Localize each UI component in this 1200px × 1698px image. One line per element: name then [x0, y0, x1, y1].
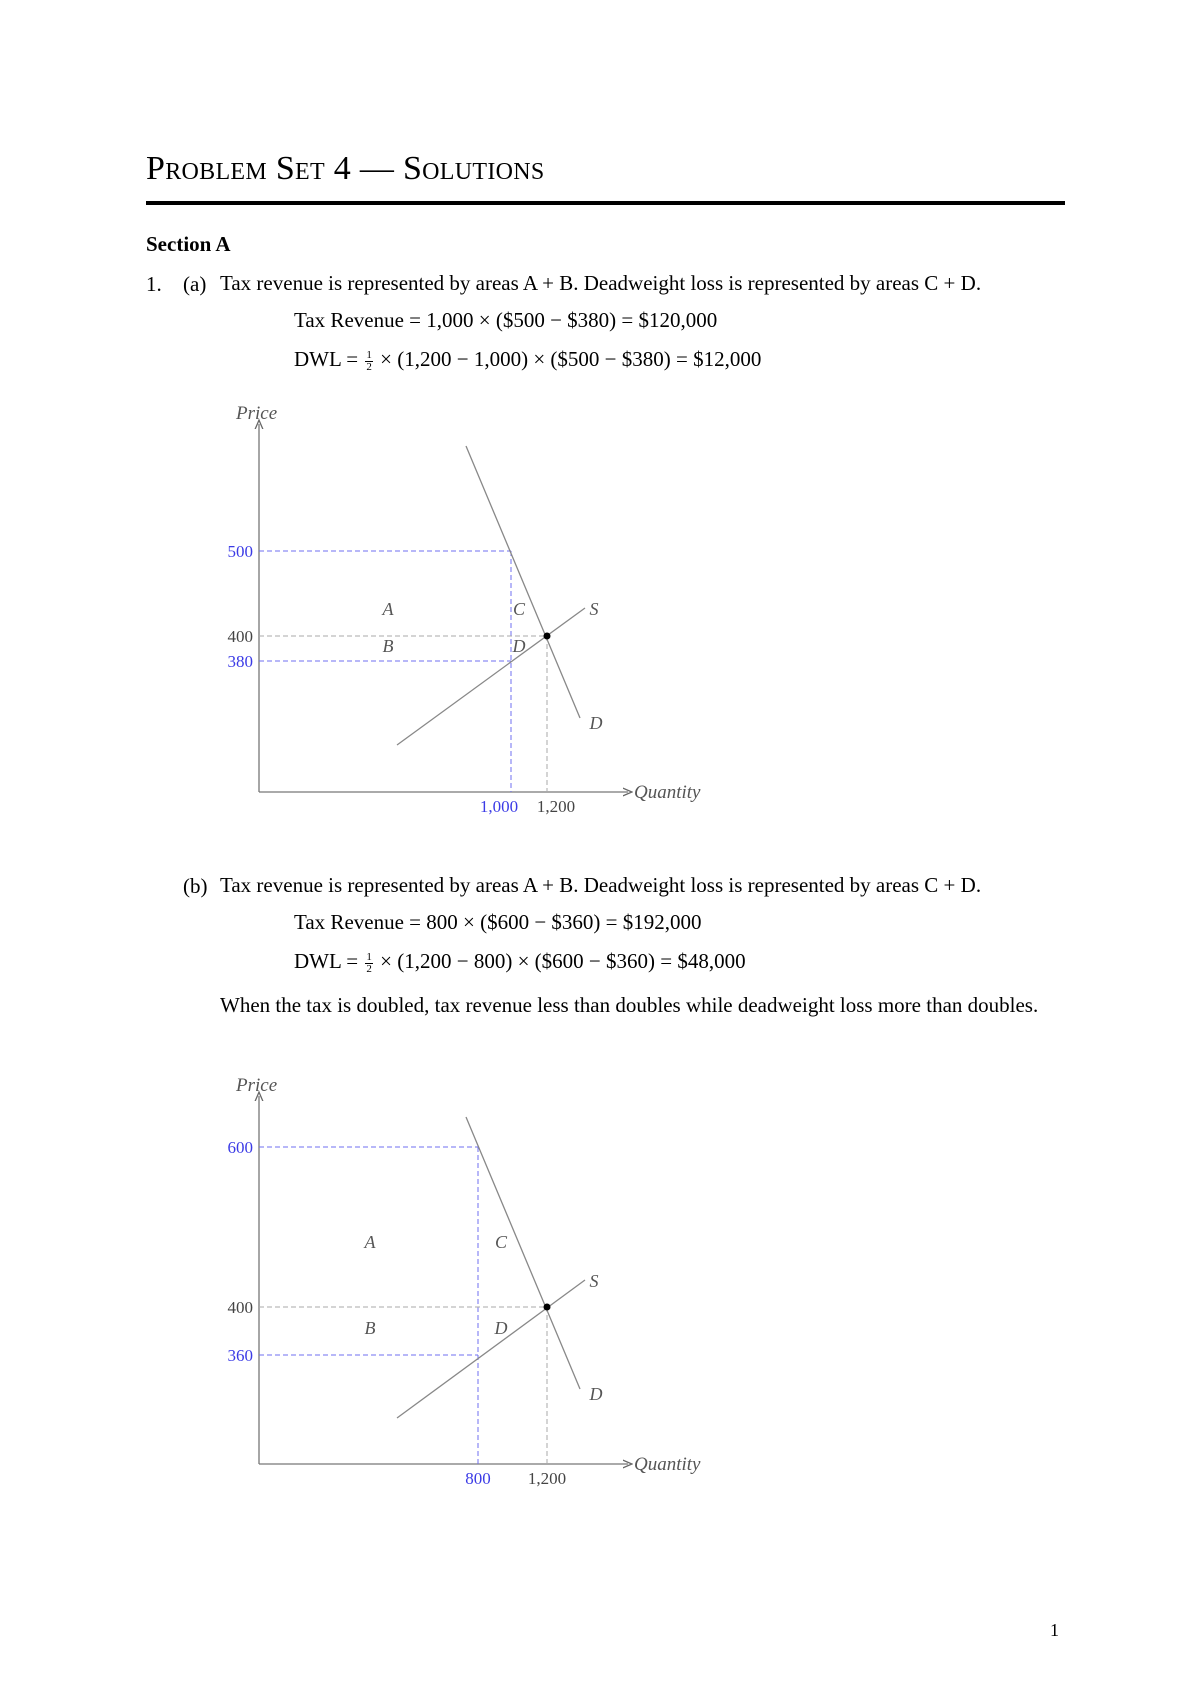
part-b-label: (b) [183, 874, 208, 898]
part-b-text: Tax revenue is represented by areas A + B. Deadweight loss is represented by areas C + D. [220, 873, 982, 897]
x-tick-800: 800 [465, 1469, 491, 1488]
part-b-conclusion: When the tax is doubled, tax revenue less than doubles while deadweight loss more than doubles. [220, 993, 1039, 1017]
dwl-prefix: DWL = [294, 949, 359, 973]
page-number: 1 [1050, 1620, 1059, 1640]
region-d-label: D [512, 636, 526, 656]
supply-curve-label: S [589, 599, 599, 619]
part-b-revenue-equation: Tax Revenue = 800 × ($600 − $360) = $192,000 [294, 910, 702, 934]
x-tick-1200: 1,200 [536, 797, 576, 816]
y-tick-400: 400 [227, 627, 253, 646]
x-axis-title: Quantity [634, 1454, 701, 1475]
region-b-label: B [382, 636, 394, 656]
y-tick-400: 400 [227, 1298, 253, 1317]
dwl-rest: × (1,200 − 1,000) × ($500 − $380) = $12,000 [380, 347, 762, 371]
page-title: Problem Set 4 — Solutions [146, 150, 545, 187]
equilibrium-point [544, 1304, 551, 1311]
demand-curve [466, 1117, 580, 1389]
x-axis-title: Quantity [634, 782, 701, 803]
fraction-numerator: 1 [366, 348, 372, 361]
y-axis-title: Price [236, 1075, 278, 1096]
fraction-denominator: 2 [366, 962, 372, 975]
y-axis-title: Price [236, 403, 278, 424]
region-c-label: C [512, 599, 526, 619]
supply-curve-label: S [589, 1271, 599, 1291]
demand-curve-label: D [589, 713, 603, 733]
fraction-numerator: 1 [366, 950, 372, 963]
region-d-label: D [494, 1318, 508, 1338]
region-a-label: A [382, 599, 394, 619]
y-tick-360: 360 [227, 1346, 253, 1365]
part-a-label: (a) [183, 272, 207, 296]
fraction-denominator: 2 [366, 360, 372, 373]
part-a-text: Tax revenue is represented by areas A + B. Deadweight loss is represented by areas C + D. [220, 271, 982, 295]
supply-curve [397, 1280, 585, 1418]
question-number: 1. [146, 272, 162, 296]
demand-curve-label: D [589, 1384, 603, 1404]
region-b-label: B [364, 1318, 376, 1338]
part-a-revenue-equation: Tax Revenue = 1,000 × ($500 − $380) = $120,000 [294, 308, 718, 332]
region-a-label: A [364, 1232, 376, 1252]
section-heading: Section A [146, 232, 231, 256]
dwl-prefix: DWL = [294, 347, 359, 371]
region-c-label: C [494, 1232, 508, 1252]
y-tick-500: 500 [227, 542, 253, 561]
y-tick-380: 380 [227, 652, 253, 671]
x-tick-1200: 1,200 [527, 1469, 567, 1488]
dwl-rest: × (1,200 − 800) × ($600 − $360) = $48,000 [380, 949, 746, 973]
x-tick-1000: 1,000 [479, 797, 519, 816]
y-tick-600: 600 [227, 1138, 253, 1157]
